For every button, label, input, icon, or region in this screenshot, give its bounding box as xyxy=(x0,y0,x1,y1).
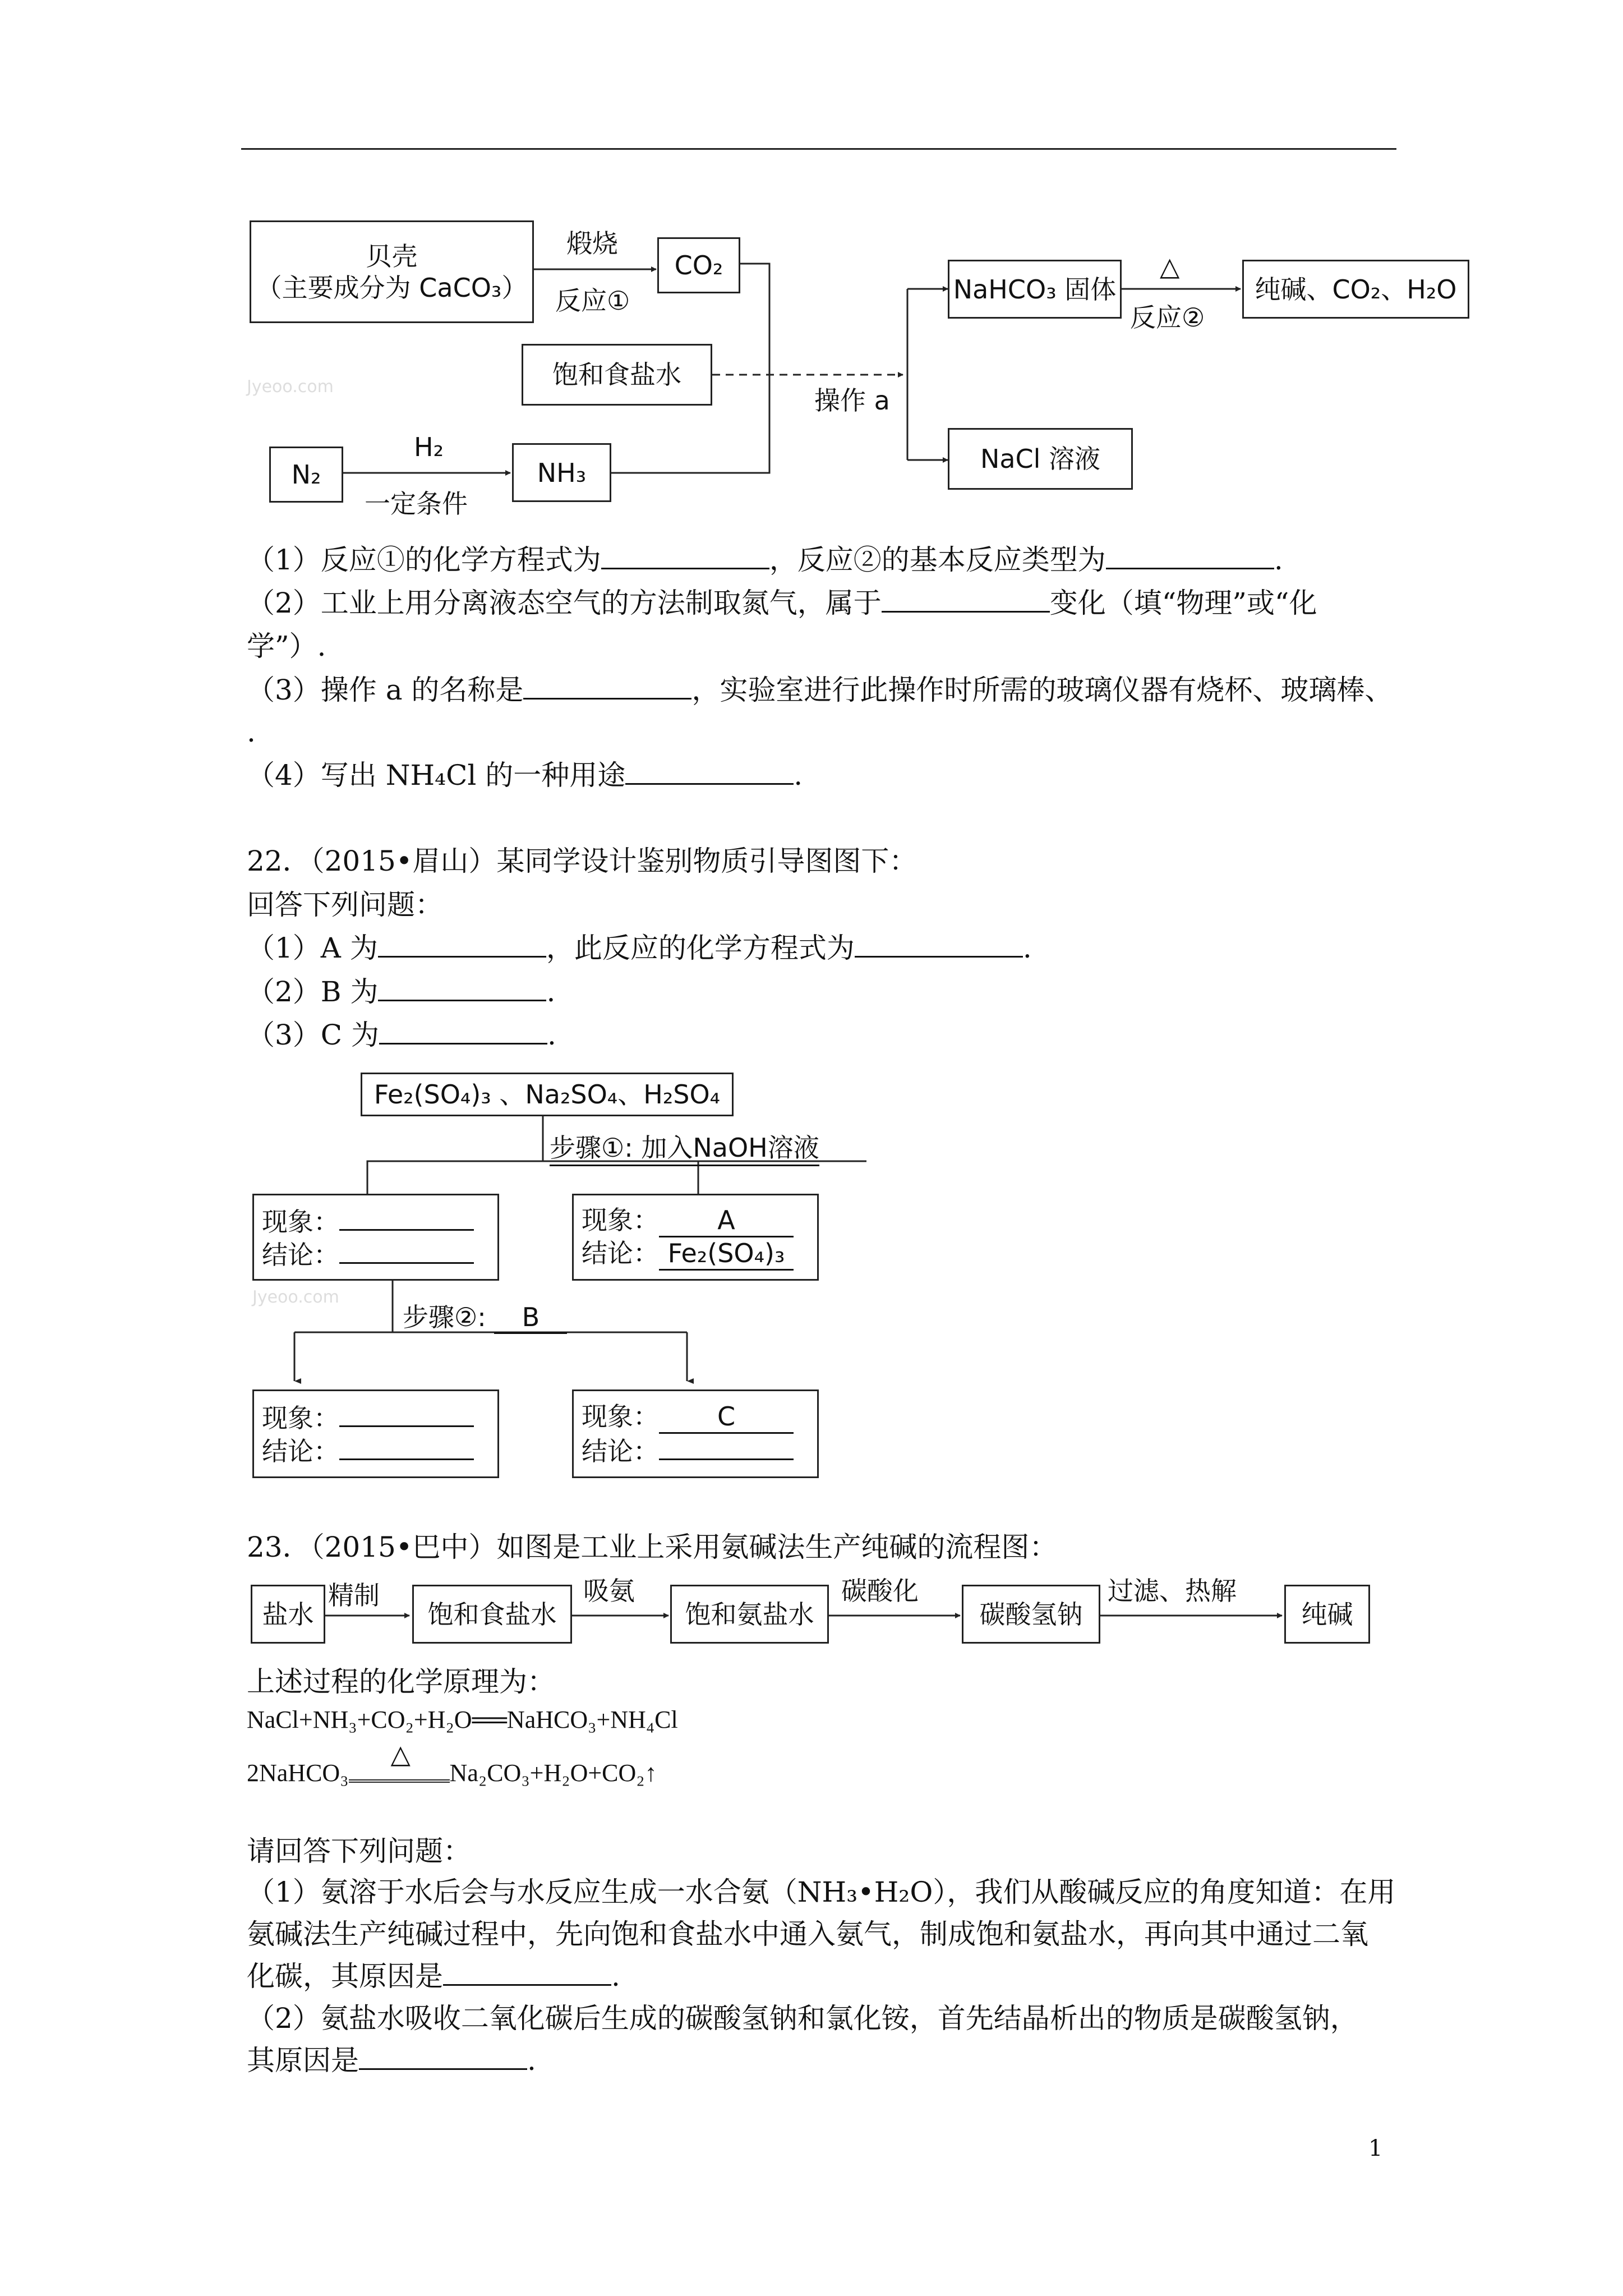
condition-label: 一定条件 xyxy=(365,489,468,519)
q23-p1-line3: 化碳，其原因是 . xyxy=(247,1960,620,1993)
equation-2: 2NaHCO₃ △ Na₂CO₃+H₂O+CO₂↑ xyxy=(247,1738,657,1787)
flow-arrow-label-3: 碳酸化 xyxy=(841,1576,919,1606)
step1-label: 步骤①: 加入NaOH溶液 xyxy=(550,1128,819,1166)
flow-step-3: 饱和氨盐水 xyxy=(670,1585,829,1644)
step2-label: 步骤②: B xyxy=(403,1297,567,1334)
flow-arrow-label-1: 精制 xyxy=(328,1580,380,1611)
flow-arrow-label-2: 吸氨 xyxy=(583,1576,635,1606)
answer-blank[interactable] xyxy=(359,2044,527,2070)
result-box-left: 现象： 结论： xyxy=(252,1194,499,1281)
heat-equals-sign xyxy=(349,1738,450,1783)
co2-box: CO₂ xyxy=(657,237,740,293)
q21-line4: （3）操作 a 的名称是 ，实验室进行此操作时所需的玻璃仪器有烧杯、玻璃棒、 xyxy=(247,674,1393,706)
q23-p1-line2: 氨碱法生产纯碱过程中，先向饱和食盐水中通入氨气，制成饱和氨盐水，再向其中通过二氧 xyxy=(247,1918,1368,1950)
flow-step-5: 纯碱 xyxy=(1284,1585,1370,1644)
q21-line3: 学”）. xyxy=(247,630,326,662)
q23-ask: 请回答下列问题： xyxy=(247,1835,471,1867)
q23-principle: 上述过程的化学原理为： xyxy=(247,1665,555,1698)
q21-line5: . xyxy=(247,716,256,748)
q23-title: 23．（2015•巴中）如图是工业上采用氨碱法生产纯碱的流程图： xyxy=(247,1531,1058,1563)
result-box-bottom-left: 现象： 结论： xyxy=(252,1389,499,1478)
heat-symbol: △ xyxy=(390,1738,411,1769)
reaction1-label: 反应① xyxy=(555,286,630,316)
operation-a-label: 操作 a xyxy=(814,385,890,416)
q23-p1-line1: （1）氨溶于水后会与水反应生成一水合氨（NH₃•H₂O），我们从酸碱反应的角度知道：在用 xyxy=(247,1876,1396,1908)
nacl-solution-box: NaCl 溶液 xyxy=(948,428,1133,490)
q23-p2-line2: 其原因是 . xyxy=(247,2044,536,2077)
nh3-box: NH₃ xyxy=(512,443,611,502)
brine-box: 饱和食盐水 xyxy=(522,344,712,406)
page-number: 1 xyxy=(1368,2136,1383,2161)
q22-title: 22．（2015•眉山）某同学设计鉴别物质引导图图下： xyxy=(247,845,917,877)
watermark: Jyeoo.com xyxy=(252,1287,339,1307)
answer-blank[interactable] xyxy=(443,1959,611,1986)
result-box-bottom-right: 现象： C 结论： xyxy=(572,1389,819,1478)
shell-composition: （主要成分为 CaCO₃） xyxy=(256,272,528,303)
flow-step-4: 碳酸氢钠 xyxy=(962,1585,1100,1644)
h2-label: H₂ xyxy=(414,432,444,462)
nahco3-box: NaHCO₃ 固体 xyxy=(948,260,1122,319)
reaction2-label: 反应② xyxy=(1130,302,1205,333)
calcine-label: 煅烧 xyxy=(566,228,618,259)
q21-line6: （4）写出 NH₄Cl 的一种用途 . xyxy=(247,759,803,792)
answer-b: B xyxy=(494,1302,567,1334)
answer-fe: Fe₂(SO₄)₃ xyxy=(659,1237,794,1271)
products-box: 纯碱、CO₂、H₂O xyxy=(1242,260,1469,319)
q22-line2: （2）B 为 . xyxy=(247,976,556,1008)
shell-label: 贝壳 xyxy=(366,241,418,272)
q22-line3: （3）C 为 . xyxy=(247,1019,556,1051)
n2-box: N₂ xyxy=(269,447,343,503)
q22-line1: （1）A 为 ，此反应的化学方程式为 . xyxy=(247,932,1032,964)
watermark: Jyeoo.com xyxy=(247,377,334,397)
q21-line2: （2）工业上用分离液态空气的方法制取氮气，属于 变化（填“物理”或“化 xyxy=(247,587,1317,619)
equation-1: NaCl+NH₃+CO₂+H₂O══NaHCO₃+NH₄Cl xyxy=(247,1706,678,1733)
flow-step-1: 盐水 xyxy=(251,1585,325,1644)
answer-c: C xyxy=(659,1401,794,1434)
flow-step-2: 饱和食盐水 xyxy=(412,1585,572,1644)
answer-a: A xyxy=(659,1204,794,1237)
q22-intro: 回答下列问题： xyxy=(247,889,443,921)
heat-symbol: △ xyxy=(1160,251,1180,282)
flow-arrow-label-4: 过滤、热解 xyxy=(1108,1576,1237,1606)
result-box-right: 现象： A 结论： Fe₂(SO₄)₃ xyxy=(572,1194,819,1281)
reagents-box: Fe₂(SO₄)₃ 、Na₂SO₄、H₂SO₄ xyxy=(361,1073,734,1116)
q21-line1: （1）反应①的化学方程式为 ，反应②的基本反应类型为 . xyxy=(247,544,1283,576)
q23-p2-line1: （2）氨盐水吸收二氧化碳后生成的碳酸氢钠和氯化铵，首先结晶析出的物质是碳酸氢钠， xyxy=(247,2002,1358,2035)
